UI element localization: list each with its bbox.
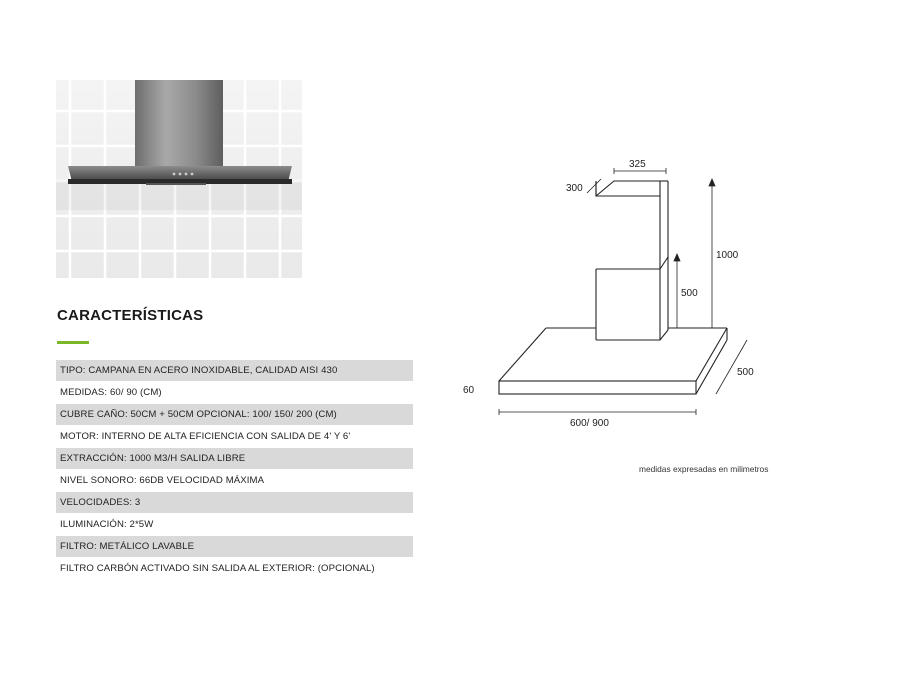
chimney-top-outline: [596, 181, 660, 196]
product-photo: [56, 80, 302, 278]
spec-row: [56, 448, 413, 469]
dim-label-hood-height: 60: [463, 385, 475, 396]
specs-table: [56, 360, 413, 580]
dim-line-300: [587, 179, 601, 193]
range-hood-image: [56, 80, 302, 278]
spec-row: [56, 536, 413, 557]
spec-row: [56, 558, 413, 579]
spec-value: CAMPANA EN ACERO INOXIDABLE, CALIDAD AISI 430: [88, 365, 338, 376]
units-note: medidas expresadas en milimetros: [639, 464, 769, 474]
spec-row: [56, 360, 413, 381]
section-heading: CARACTERÍSTICAS: [57, 307, 204, 324]
spec-value: INTERNO DE ALTA EFICIENCIA CON SALIDA DE 4' Y 6': [101, 431, 351, 442]
spec-label: MOTOR:: [60, 431, 99, 442]
spec-label: MEDIDAS:: [60, 387, 108, 398]
spec-value: 3: [134, 497, 141, 508]
spec-label: CUBRE CAÑO:: [60, 409, 128, 420]
spec-row: [56, 404, 413, 425]
spec-value: (OPCIONAL): [317, 563, 375, 574]
canopy-front-panel: [499, 381, 696, 394]
spec-label: EXTRACCIÓN:: [60, 453, 127, 464]
dimension-diagram: [455, 150, 795, 440]
spec-label: VELOCIDADES:: [60, 497, 133, 508]
spec-label: FILTRO CARBÓN ACTIVADO SIN SALIDA AL EXTERIOR:: [60, 563, 315, 574]
spec-row: [56, 426, 413, 447]
spec-label: NIVEL SONORO:: [60, 475, 137, 486]
dim-label-chimney-width: 325: [629, 159, 646, 170]
dim-label-width: 600/ 900: [570, 418, 609, 429]
spec-value: 50CM + 50CM OPCIONAL: 100/ 150/ 200 (CM): [130, 409, 337, 420]
dim-label-depth: 500: [737, 367, 754, 378]
spec-value: METÁLICO LAVABLE: [99, 541, 195, 552]
dim-label-chimney-depth: 300: [566, 183, 583, 194]
spec-value: 66DB VELOCIDAD MÁXIMA: [139, 475, 265, 486]
dim-label-total-height: 1000: [716, 250, 739, 261]
spec-value: 1000 M3/H SALIDA LIBRE: [129, 453, 246, 464]
spec-row: [56, 470, 413, 491]
spec-row: [56, 514, 413, 535]
spec-label: TIPO:: [60, 365, 86, 376]
dim-label-chimney-section: 500: [681, 288, 698, 299]
spec-value: 60/ 90 (CM): [109, 387, 162, 398]
spec-row: [56, 492, 413, 513]
spec-label: ILUMINACIÓN:: [60, 519, 127, 530]
spec-row: [56, 382, 413, 403]
heading-accent-bar: [57, 341, 89, 344]
spec-label: FILTRO:: [60, 541, 97, 552]
spec-value: 2*5W: [129, 519, 154, 530]
